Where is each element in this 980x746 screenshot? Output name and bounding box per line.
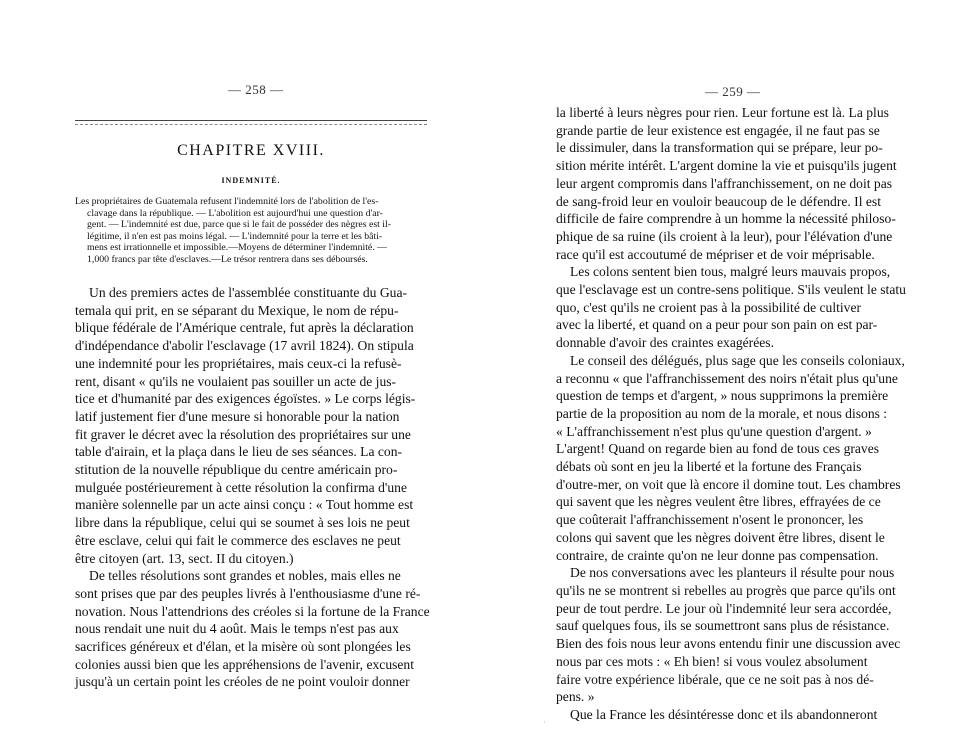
text-line: une indemnité pour les propriétaires, mais ceux-ci la refusè- xyxy=(75,355,402,371)
text-line: colonies aussi bien que les appréhensions de l'avenir, excusent xyxy=(75,656,415,672)
text-line: question de temps et d'argent, » nous supprimons la première xyxy=(556,388,889,404)
text-line: « L'affranchissement n'est plus qu'une question d'argent. » xyxy=(556,423,872,439)
chapter-title: CHAPITRE XVIII. xyxy=(177,142,325,159)
text-line: latif justement fier d'une mesure si honorable pour la nation xyxy=(75,408,400,424)
chapter-subtitle: INDEMNITÉ. xyxy=(221,176,281,185)
summary-line: 1,000 francs par tête d'esclaves.—Le trésor rentrera dans ses déboursés. xyxy=(87,253,368,265)
text-line: quo, c'est qu'ils ne croient pas à la possibilité de cultiver xyxy=(556,299,862,315)
text-line: être citoyen (art. 13, sect. II du citoyen.) xyxy=(75,550,294,566)
text-line: colons qui savent que les nègres doivent être libres, disent le xyxy=(556,529,885,545)
text-line: de sang-froid leur en vouloir beaucoup de le défendre. Il est xyxy=(556,193,881,209)
text-line: nous par ces mots : « Eh bien! si vous voulez absolument xyxy=(556,653,868,669)
summary-line: Les propriétaires de Guatemala refusent l'indemnité lors de l'abolition de l'es- xyxy=(75,196,379,207)
chapter-summary xyxy=(75,196,427,266)
text-line: Le conseil des délégués, plus sage que les conseils coloniaux, xyxy=(570,352,905,368)
text-line: difficile de faire comprendre à un homme la nécessité philoso- xyxy=(556,211,896,227)
text-line: De telles résolutions sont grandes et nobles, mais elles ne xyxy=(89,568,401,584)
text-line: novation. Nous l'attendrions des créoles si la fortune de la France xyxy=(75,603,430,619)
text-line: qui savent que les nègres veulent être libres, effrayées de ce xyxy=(556,494,881,510)
text-line: fit graver le décret avec la résolution des propriétaires sur une xyxy=(75,426,411,442)
text-line: être esclave, celui qui fait le commerce des esclaves ne peut xyxy=(75,532,401,548)
page-speck: · xyxy=(543,718,546,727)
text-line: la liberté à leurs nègres pour rien. Leur fortune est là. La plus xyxy=(556,105,889,120)
header-rule-dashed xyxy=(75,124,427,125)
text-line: partie de la proposition au nom de la morale, et nous disons : xyxy=(556,405,888,421)
body-text xyxy=(75,284,435,691)
text-line: contraire, de crainte qu'on ne leur donne pas compensation. xyxy=(556,547,879,563)
text-line: pens. » xyxy=(556,689,595,705)
text-line: Un des premiers actes de l'assemblée constituante du Gua- xyxy=(89,285,408,300)
body-text-right xyxy=(556,104,914,724)
text-line: avec la liberté, et quand on a peur pour son pain on est par- xyxy=(556,317,878,333)
text-line: débats où sont en jeu la liberté et la fortune des Français xyxy=(556,459,862,475)
text-line: sacrifices généreux et d'élan, et la misère où sont plongées les xyxy=(75,639,411,655)
text-line: libre dans la république, celui qui se soumet à ses lois ne peut xyxy=(75,515,410,531)
text-line: Les colons sentent bien tous, malgré leurs mauvais propos, xyxy=(570,264,891,280)
text-line: faire votre expérience libérale, que ce ne soit pas à nos dé- xyxy=(556,671,874,687)
text-line: le dissimuler, dans la transformation qui se prépare, leur po- xyxy=(556,140,883,156)
text-line: Bien des fois nous leur avons entendu finir une discussion avec xyxy=(556,636,901,652)
text-line: table d'airain, et la plaça dans le lieu de ses séances. La con- xyxy=(75,444,403,460)
text-line: grande partie de leur existence est engagée, il ne faut pas se xyxy=(556,122,880,138)
text-line: d'outre-mer, on voit que là encore il domine tout. Les chambres xyxy=(556,476,901,492)
text-line: que coûterait l'affranchissement n'osent le prononcer, les xyxy=(556,512,864,528)
text-line: temala qui prit, en se séparant du Mexique, le nom de répu- xyxy=(75,302,399,318)
header-rule xyxy=(75,120,427,121)
text-line: stitution de la nouvelle république du centre américain pro- xyxy=(75,462,398,478)
text-line: phique de sa ruine (ils croient à la leur), pour l'élévation d'une xyxy=(556,228,893,244)
text-line: blique fédérale de l'Amérique centrale, fut après la déclaration xyxy=(75,320,414,336)
text-line: leur argent compromis dans l'affranchissement, on ne doit pas xyxy=(556,175,893,191)
page-number: — 258 — xyxy=(228,82,284,97)
text-line: rent, disant « qu'ils ne voulaient pas souiller un acte de jus- xyxy=(75,373,397,389)
text-line: jusqu'à un certain point les créoles de ne point vouloir donner xyxy=(75,674,410,690)
text-line: sont prises que par des peuples livrés à l'enthousiasme d'une ré- xyxy=(75,585,421,601)
text-line: race qu'il est accoutumé de mépriser et de voir méprisable. xyxy=(556,246,875,262)
summary-line: gent. — L'indemnité est due, parce que si le fait de posséder des nègres est il- xyxy=(87,219,392,231)
text-line: sition mérite intérêt. L'argent domine la vie et puisqu'ils jugent xyxy=(556,158,897,174)
summary-line: mens est irrationnelle et impossible.—Moyens de déterminer l'indemnité. — xyxy=(87,242,387,254)
text-line: d'indépendance d'abolir l'esclavage (17 avril 1824). On stipula xyxy=(75,338,414,354)
text-line: qu'ils ne se montrent si rebelles au progrès que parce qu'ils ont xyxy=(556,582,896,598)
text-line: nous rendait une nuit du 4 août. Mais le temps n'est pas aux xyxy=(75,621,399,637)
text-line: tice et d'humanité par des exigences égoïstes. » Le corps légis- xyxy=(75,391,416,407)
text-line: mulguée postérieurement à cette résolution la confirma d'une xyxy=(75,479,407,495)
text-line: donnable d'avoir des craintes exagérées. xyxy=(556,335,774,351)
text-line: que l'esclavage est un contre-sens politique. S'ils veulent le statu xyxy=(556,282,906,298)
summary-line: clavage dans la république. — L'abolition est aujourd'hui une question d'ar- xyxy=(87,207,383,219)
text-line: peur de tout perdre. Le jour où l'indemnité leur sera accordée, xyxy=(556,600,892,616)
page-number-right: — 259 — xyxy=(705,84,761,99)
text-line: Que la France les désintéresse donc et ils abandonneront xyxy=(570,706,878,722)
text-line: sauf quelques fous, ils se soumettront sans plus de résistance. xyxy=(556,618,890,634)
text-line: L'argent! Quand on regarde bien au fond de tous ces graves xyxy=(556,441,880,457)
text-line: a reconnu « que l'affranchissement des noirs n'était plus qu'une xyxy=(556,370,898,386)
text-line: De nos conversations avec les planteurs il résulte pour nous xyxy=(570,565,895,581)
summary-line: légitime, il n'en est pas moins légal. — L'indemnité pour la terre et les bâti- xyxy=(87,230,383,242)
text-line: manière solennelle par un acte ainsi conçu : « Tout homme est xyxy=(75,497,414,513)
